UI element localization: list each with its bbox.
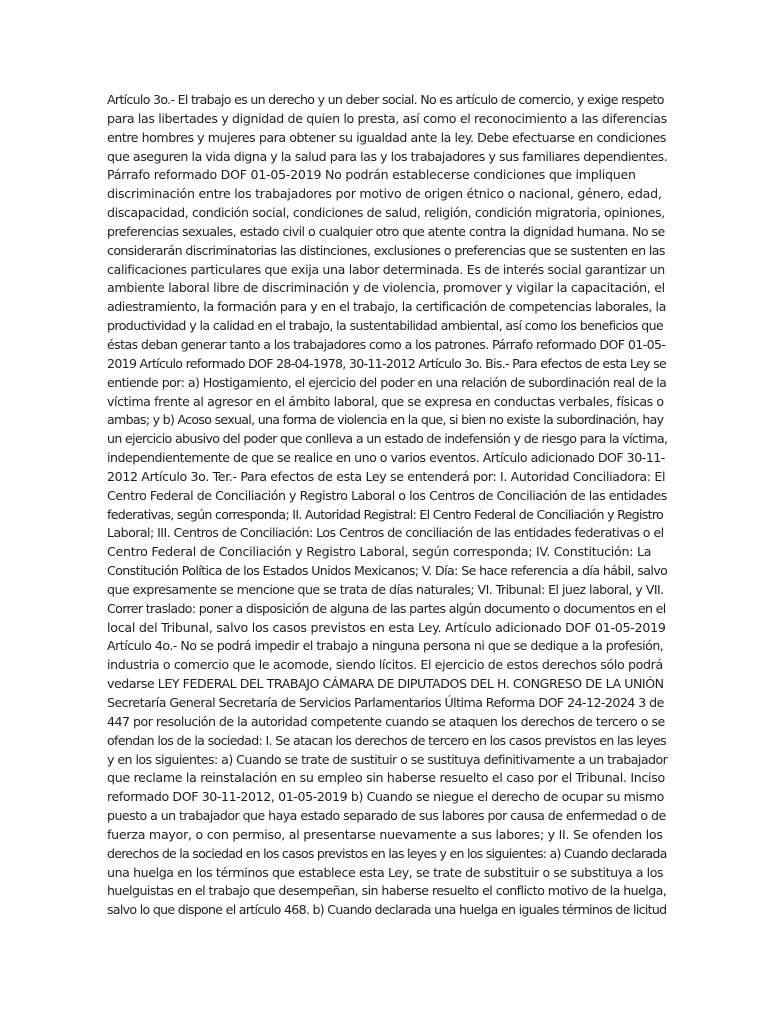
- text-line: adiestramiento, la formación para y en el trabajo, la certificación de competencias laborales, la: [107, 299, 666, 315]
- text-line: Párrafo reformado DOF 01-05-2019 No podrán establecerse condiciones que impliquen: [107, 167, 636, 183]
- text-line: productividad y la calidad en el trabajo, la sustentabilidad ambiental, así como los beneficios que: [107, 318, 664, 334]
- text-line: éstas deban generar tanto a los trabajadores como a los patrones. Párrafo reformado DOF 01-05-: [107, 336, 666, 352]
- text-line: ambas; y b) Acoso sexual, una forma de violencia en la que, si bien no existe la subordinación, hay: [107, 412, 664, 428]
- document-body-text: [107, 91, 667, 920]
- text-line: ofendan los de la sociedad: I. Se atacan los derechos de tercero en los casos previstos en las leyes: [107, 732, 666, 748]
- text-line: un ejercicio abusivo del poder que conlleva a un estado de indefensión y de riesgo para la víctima,: [107, 431, 668, 447]
- text-line: que expresamente se mencione que se trata de días naturales; VI. Tribunal: El juez laboral, y VII.: [107, 581, 664, 597]
- text-line: independientemente de que se realice en uno o varios eventos. Artículo adicionado DOF 30-11-: [107, 450, 665, 466]
- text-line: Centro Federal de Conciliación y Registro Laboral, según corresponda; IV. Constitución: La: [107, 544, 652, 560]
- text-line: Laboral; III. Centros de Conciliación: Los Centros de conciliación de las entidades federativas o el: [107, 525, 664, 541]
- text-line: Secretaría General Secretaría de Servicios Parlamentarios Última Reforma DOF 24-12-2024 3 de: [107, 695, 664, 710]
- text-line: considerarán discriminatorias las distinciones, exclusiones o preferencias que se sustenten en las: [107, 242, 665, 258]
- text-line: local del Tribunal, salvo los casos previstos en esta Ley. Artículo adicionado DOF 01-05-2019: [107, 619, 666, 635]
- text-line: entiende por: a) Hostigamiento, el ejercicio del poder en una relación de subordinación real de la: [107, 374, 667, 390]
- text-line: víctima frente al agresor en el ámbito laboral, que se expresa en conductas verbales, físicas o: [107, 393, 664, 409]
- text-line: Constitución Política de los Estados Unidos Mexicanos; V. Día: Se hace referencia a día hábil, salvo: [107, 563, 668, 579]
- text-line: que reclame la reinstalación en su empleo sin haberse resuelto el caso por el Tribunal. Inciso: [107, 770, 665, 786]
- text-line: reformado DOF 30-11-2012, 01-05-2019 b) Cuando se niegue el derecho de ocupar su mismo: [107, 789, 664, 805]
- text-line: federativas, según corresponda; II. Autoridad Registral: El Centro Federal de Conciliación y Registro: [107, 506, 664, 522]
- text-line: ambiente laboral libre de discriminación y de violencia, promover y vigilar la capacitación, el: [107, 280, 665, 296]
- text-line: una huelga en los términos que establece esta Ley, se trate de substituir o se substituya a los: [107, 864, 664, 880]
- text-line: Correr traslado: poner a disposición de alguna de las partes algún documento o documentos en el: [107, 600, 666, 616]
- text-line: discriminación entre los trabajadores por motivo de origen étnico o nacional, género, edad,: [107, 186, 662, 202]
- text-line: que aseguren la vida digna y la salud para las y los trabajadores y sus familiares dependientes.: [107, 148, 668, 164]
- text-line: calificaciones particulares que exija una labor determinada. Es de interés social garantizar un: [107, 261, 665, 277]
- text-line: 2019 Artículo reformado DOF 28-04-1978, 30-11-2012 Artículo 3o. Bis.- Para efectos de esta Ley se: [107, 355, 666, 371]
- text-line: y en los siguientes: a) Cuando se trate de sustituir o se sustituya definitivamente a un trabajador: [107, 751, 668, 767]
- text-line: derechos de la sociedad en los casos previstos en las leyes y en los siguientes: a) Cuando declarada: [107, 845, 667, 861]
- text-line: industria o comercio que le acomode, siendo lícitos. El ejercicio de estos derechos sólo podrá: [107, 657, 663, 673]
- text-line: Artículo 4o.- No se podrá impedir el trabajo a ninguna persona ni que se dedique a la profesión,: [107, 638, 664, 654]
- text-line: para las libertades y dignidad de quien lo presta, así como el reconocimiento a las diferencias: [107, 110, 667, 126]
- text-line: fuerza mayor, o con permiso, al presentarse nuevamente a sus labores; y II. Se ofenden los: [107, 826, 663, 842]
- text-line: vedarse LEY FEDERAL DEL TRABAJO CÁMARA DE DIPUTADOS DEL H. CONGRESO DE LA UNIÓN: [107, 676, 664, 692]
- text-line: puesto a un trabajador que haya estado separado de sus labores por causa de enfermedad o de: [107, 808, 666, 824]
- text-line: 2012 Artículo 3o. Ter.- Para efectos de esta Ley se entenderá por: I. Autoridad Conciliadora: El: [107, 468, 666, 484]
- text-line: salvo lo que dispone el artículo 468. b) Cuando declarada una huelga en iguales términos de licitud: [107, 902, 667, 918]
- text-line: Centro Federal de Conciliación y Registro Laboral o los Centros de Conciliación de las entidades: [107, 487, 667, 503]
- text-line: huelguistas en el trabajo que desempeñan, sin haberse resuelto el conflicto motivo de la huelga,: [107, 883, 667, 899]
- text-line: discapacidad, condición social, condiciones de salud, religión, condición migratoria, opiniones,: [107, 205, 665, 221]
- text-line: 447 por resolución de la autoridad competente cuando se ataquen los derechos de tercero o se: [107, 713, 665, 729]
- text-line: entre hombres y mujeres para obtener su igualdad ante la ley. Debe efectuarse en condiciones: [107, 129, 667, 145]
- text-line: preferencias sexuales, estado civil o cualquier otro que atente contra la dignidad humana. No se: [107, 223, 665, 239]
- text-line: Artículo 3o.- El trabajo es un derecho y un deber social. No es artículo de comercio, y exige respeto: [107, 92, 664, 107]
